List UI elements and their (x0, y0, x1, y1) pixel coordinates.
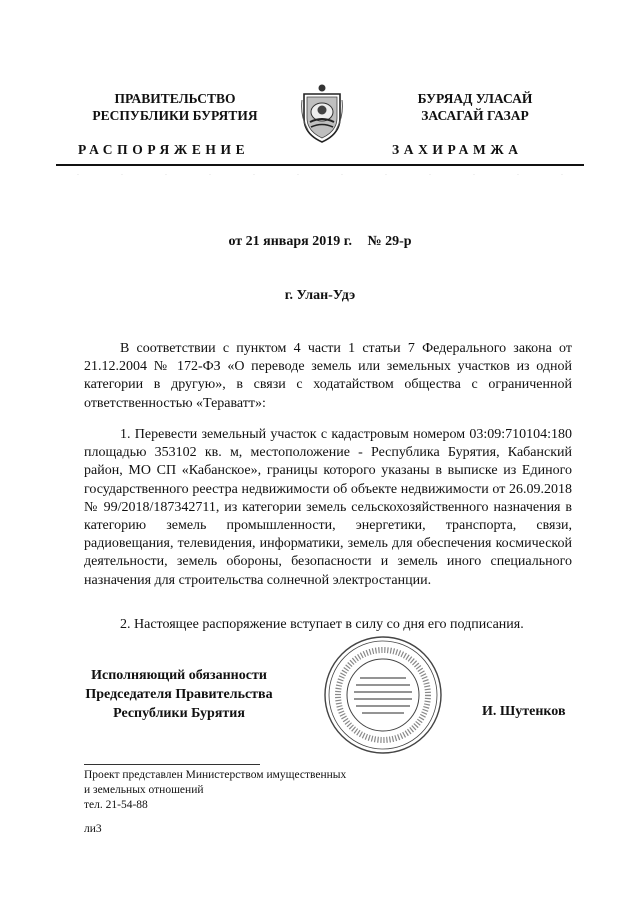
government-name-line1: ПРАВИТЕЛЬСТВО (114, 91, 236, 106)
signatory-title (84, 666, 274, 723)
footer-code: ли3 (84, 823, 102, 835)
government-name-buryat-line2: ЗАСАГАЙ ГАЗАР (421, 108, 529, 123)
footer-divider (84, 764, 260, 765)
government-name-line2: РЕСПУБЛИКИ БУРЯТИЯ (92, 108, 258, 123)
document-number: № 29-р (367, 234, 412, 249)
document-date: от 21 января 2019 г. (228, 234, 352, 249)
header-dot-line: . . . . . . . . . . . . (77, 171, 563, 177)
signatory-title-line2: Председателя Правительства (85, 687, 273, 702)
footer-line2: и земельных отношений (84, 784, 204, 796)
doc-type-buryat: ЗАХИРАМЖА (392, 142, 523, 157)
date-line (0, 234, 640, 250)
header-right-block (360, 90, 590, 124)
footer-note (84, 768, 346, 813)
footer-line1: Проект представлен Министерством имущественных (84, 769, 347, 781)
doc-type-russian: РАСПОРЯЖЕНИЕ (78, 142, 250, 157)
coat-of-arms-icon (298, 80, 346, 144)
signatory-name: И. Шутенков (482, 704, 566, 719)
signatory-title-line1: Исполняющий обязанности (91, 668, 267, 683)
document-city: г. Улан-Удэ (284, 288, 356, 303)
clause-1-paragraph: 1. Перевести земельный участок с кадастровым номером 03:09:710104:180 площадью 353102 кв. м, местоположение - Республика Бурятия, Кабанский район, МО СП «Кабанское», границы которого указаны в выписке из Единого государственного реестра недвижимости об объекте недвижимости от 26.09.2018 № 99/2018/187342711, из категории земель сельскохозяйственного назначения в категорию земель промышленности, энергетики, транспорта, связи, радиовещания, телевидения, информатики, земель для обеспечения космической деятельности, земель обороны, безопасности и земель иного специального назначения для строительства солнечной электростанции. (84, 427, 572, 588)
government-name-buryat-line1: БУРЯАД УЛАСАЙ (417, 91, 533, 106)
clause-2-paragraph: 2. Настоящее распоряжение вступает в силу со дня его подписания. (120, 617, 524, 632)
footer-phone: тел. 21-54-88 (84, 799, 148, 811)
round-seal-stamp-icon (322, 634, 444, 756)
header-left-block (60, 90, 290, 124)
signatory-title-line3: Республики Бурятия (113, 706, 245, 721)
preamble-paragraph: В соответствии с пунктом 4 части 1 статьи 7 Федерального закона от 21.12.2004 № 172-ФЗ «О переводе земель или земельных участков из одной категории в другую», в связи с ходатайством общества с ограниченной ответственностью «Тераватт»: (84, 341, 572, 411)
header-divider (56, 164, 584, 166)
